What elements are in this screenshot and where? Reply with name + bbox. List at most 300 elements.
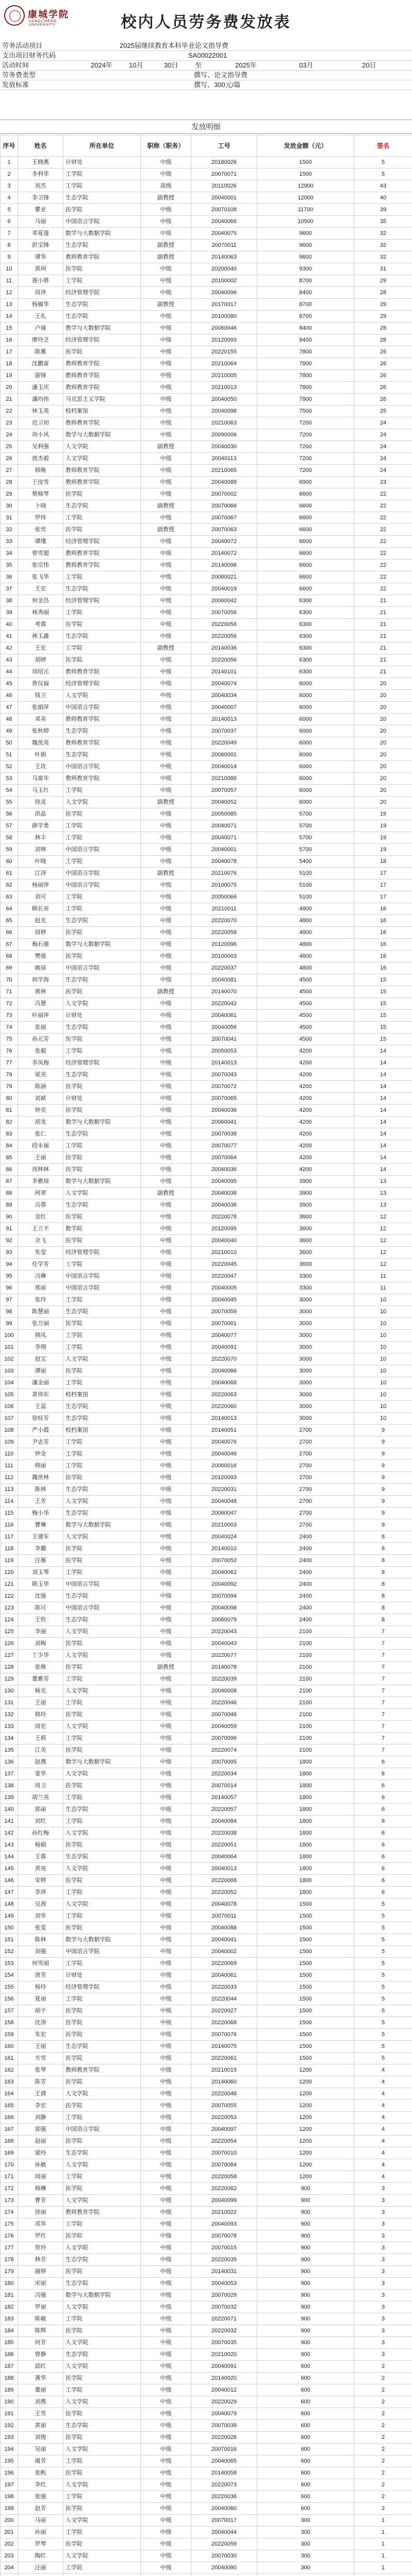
table-row [1, 1270, 412, 1282]
cell-name: 郭强 [18, 2124, 63, 2136]
cell-amount: 1500 [257, 1922, 354, 1934]
cell-title: 中级 [141, 631, 191, 642]
cell-index: 171 [1, 2171, 18, 2183]
cell-unit: 工学院 [63, 1887, 141, 1899]
cell-amount: 2700 [257, 1472, 354, 1484]
cell-staff-id: 20060042 [191, 595, 257, 607]
cell-unit: 医学院 [63, 1318, 141, 1330]
cell-unit: 中国语言学院 [63, 2124, 141, 2136]
cell-name: 张雪 [18, 524, 63, 536]
table-row [1, 2467, 412, 2479]
cell-index: 117 [1, 1531, 18, 1543]
table-row [1, 358, 412, 370]
cell-title: 中级 [141, 358, 191, 370]
cell-title: 中级 [141, 2301, 191, 2313]
cell-staff-id: 20070063 [191, 524, 257, 536]
cell-index: 26 [1, 453, 18, 465]
cell-index: 60 [1, 856, 18, 868]
cell-amount: 6300 [257, 642, 354, 654]
table-row [1, 2207, 412, 2218]
cell-amount: 8400 [257, 323, 354, 334]
cell-staff-id: 20040064 [191, 1851, 257, 1863]
cell-signature: 14 [354, 1128, 412, 1140]
cell-title: 中级 [141, 157, 191, 168]
cell-name: 梁美 [18, 1069, 63, 1081]
cell-index: 58 [1, 832, 18, 844]
cell-signature: 16 [354, 903, 412, 915]
table-row [1, 1519, 412, 1531]
table-row [1, 370, 412, 382]
cell-staff-id: 20040052 [191, 796, 257, 808]
cell-signature: 11 [354, 1270, 412, 1282]
cell-index: 40 [1, 619, 18, 631]
cell-amount: 900 [257, 2313, 354, 2325]
cell-title: 中级 [141, 477, 191, 488]
cell-signature: 22 [354, 524, 412, 536]
cell-staff-id: 20040071 [191, 832, 257, 844]
cell-signature: 9 [354, 1519, 412, 1531]
cell-name: 周萍 [18, 287, 63, 299]
cell-amount: 2400 [257, 1567, 354, 1579]
cell-index: 166 [1, 2112, 18, 2124]
cell-index: 11 [1, 275, 18, 287]
col-header-name: 姓名 [18, 135, 63, 157]
cell-index: 158 [1, 2017, 18, 2029]
cell-title: 中级 [141, 488, 191, 500]
table-row [1, 856, 412, 868]
cell-title: 中级 [141, 1199, 191, 1211]
cell-staff-id: 20070067 [191, 512, 257, 524]
cell-name: 王丽 [18, 2041, 63, 2053]
cell-title: 中级 [141, 1875, 191, 1887]
table-row [1, 1247, 412, 1259]
cell-name: 李宏 [18, 2100, 63, 2112]
table-row [1, 868, 412, 879]
cell-name: 刘燕 [18, 2396, 63, 2408]
table-row [1, 2100, 412, 2112]
cell-name: 邱红 [18, 2361, 63, 2372]
cell-index: 145 [1, 1863, 18, 1875]
cell-index: 169 [1, 2147, 18, 2159]
cell-staff-id: 20220048 [191, 2088, 257, 2100]
cell-amount: 2700 [257, 1448, 354, 1460]
cell-signature: 24 [354, 465, 412, 477]
cell-signature: 6 [354, 1780, 412, 1792]
table-row [1, 796, 412, 808]
cell-signature: 3 [354, 2337, 412, 2349]
cell-unit: 医学院 [63, 2029, 141, 2041]
cell-unit: 生态学院 [63, 2349, 141, 2361]
cell-name: 宋婷 [18, 1875, 63, 1887]
cell-name: 胡龙 [18, 1116, 63, 1128]
cell-name: 罗琴 [18, 2538, 63, 2550]
cell-amount: 6000 [257, 796, 354, 808]
cell-unit: 教师教育学院 [63, 358, 141, 370]
cell-index: 90 [1, 1211, 18, 1223]
cell-signature: 5 [354, 2029, 412, 2041]
cell-name: 陶红 [18, 2550, 63, 2562]
cell-title: 中级 [141, 749, 191, 761]
cell-amount: 900 [257, 2266, 354, 2278]
cell-unit: 生态学院 [63, 974, 141, 986]
cell-staff-id: 20040065 [191, 2455, 257, 2467]
cell-signature: 21 [354, 607, 412, 619]
cell-amount: 600 [257, 2491, 354, 2503]
cell-title: 中级 [141, 1970, 191, 1981]
table-row [1, 2444, 412, 2455]
cell-staff-id: 20100075 [191, 879, 257, 891]
cell-name: 李萍 [18, 1887, 63, 1899]
cell-name: 杨玲 [18, 1981, 63, 1993]
date-separator: 至 [195, 61, 202, 69]
cell-amount: 4800 [257, 939, 354, 951]
cell-amount: 1500 [257, 2029, 354, 2041]
cell-title: 中级 [141, 951, 191, 962]
cell-unit: 工学院 [63, 2491, 141, 2503]
cell-unit: 教师教育学院 [63, 477, 141, 488]
cell-unit: 数学与大数据学院 [63, 939, 141, 951]
cell-name: 江泽 [18, 868, 63, 879]
cell-signature: 21 [354, 642, 412, 654]
table-row [1, 1176, 412, 1188]
cell-name: 陈玉华 [18, 1579, 63, 1590]
cell-staff-id: 20040066 [191, 1365, 257, 1377]
cell-index: 144 [1, 1851, 18, 1863]
table-row [1, 2432, 412, 2444]
cell-title: 中级 [141, 1590, 191, 1602]
cell-title: 中级 [141, 1792, 191, 1804]
cell-staff-id: 20070094 [191, 1590, 257, 1602]
cell-unit: 生态学院 [63, 1199, 141, 1211]
cell-staff-id: 20070095 [191, 1756, 257, 1768]
cell-amount: 300 [257, 2538, 354, 2550]
cell-unit: 医学院 [63, 2136, 141, 2147]
cell-signature: 39 [354, 204, 412, 216]
cell-unit: 工学院 [63, 891, 141, 903]
cell-amount: 300 [257, 2515, 354, 2527]
table-row [1, 1105, 412, 1116]
cell-staff-id: 20070046 [191, 1709, 257, 1721]
logo-name: 康城学院 [28, 9, 69, 20]
table-row [1, 1839, 412, 1851]
cell-amount: 3000 [257, 1342, 354, 1353]
cell-title: 中级 [141, 2041, 191, 2053]
cell-title: 中级 [141, 2112, 191, 2124]
cell-index: 87 [1, 1176, 18, 1188]
cell-amount: 3300 [257, 1282, 354, 1294]
cell-signature: 19 [354, 820, 412, 832]
cell-index: 159 [1, 2029, 18, 2041]
cell-title: 中级 [141, 1531, 191, 1543]
table-row [1, 2515, 412, 2527]
cell-index: 173 [1, 2195, 18, 2207]
cell-name: 王芳 [18, 1496, 63, 1507]
cell-name: 林秀丽 [18, 607, 63, 619]
cell-title: 中级 [141, 1555, 191, 1567]
table-row [1, 1946, 412, 1958]
cell-staff-id: 20170017 [191, 299, 257, 311]
cell-index: 132 [1, 1709, 18, 1721]
cell-index: 183 [1, 2313, 18, 2325]
start-year: 2024年 [91, 61, 112, 69]
cell-title: 中级 [141, 1981, 191, 1993]
cell-amount: 9600 [257, 251, 354, 263]
cell-amount: 600 [257, 2372, 354, 2384]
cell-index: 137 [1, 1768, 18, 1780]
cell-unit: 中国语言学院 [63, 962, 141, 974]
cell-title: 中级 [141, 2207, 191, 2218]
cell-name: 董丽 [18, 2384, 63, 2396]
cell-signature: 15 [354, 1033, 412, 1045]
cell-unit: 生态学院 [63, 583, 141, 595]
table-row [1, 654, 412, 666]
cell-amount: 600 [257, 2384, 354, 2396]
cell-signature: 14 [354, 1164, 412, 1176]
cell-name: 马丽 [18, 216, 63, 228]
cell-index: 88 [1, 1188, 18, 1199]
cell-amount: 1500 [257, 1981, 354, 1993]
cell-unit: 人文学院 [63, 2088, 141, 2100]
cell-signature: 9 [354, 1448, 412, 1460]
cell-staff-id: 20220042 [191, 998, 257, 1010]
cell-staff-id: 20040072 [191, 536, 257, 548]
cell-signature: 17 [354, 879, 412, 891]
cell-index: 50 [1, 737, 18, 749]
cell-name: 吴丽 [18, 2444, 63, 2455]
cell-unit: 生态学院 [63, 915, 141, 927]
cell-unit: 工学院 [63, 1697, 141, 1709]
cell-index: 147 [1, 1887, 18, 1899]
cell-unit: 医学院 [63, 2100, 141, 2112]
cell-index: 108 [1, 1425, 18, 1436]
cell-index: 103 [1, 1365, 18, 1377]
cell-name: 杨丽萍 [18, 879, 63, 891]
cell-staff-id: 20070052 [191, 1555, 257, 1567]
cell-amount: 2400 [257, 1590, 354, 1602]
cell-amount: 6000 [257, 702, 354, 714]
cell-signature: 6 [354, 1768, 412, 1780]
cell-index: 59 [1, 844, 18, 856]
cell-name: 王钦 [18, 1614, 63, 1626]
cell-index: 48 [1, 714, 18, 725]
cell-unit: 生态学院 [63, 1069, 141, 1081]
cell-name: 刘斌 [18, 1093, 63, 1105]
cell-amount: 4200 [257, 1116, 354, 1128]
cell-name: 薛学勇 [18, 820, 63, 832]
cell-signature: 5 [354, 1946, 412, 1958]
cell-title: 中级 [141, 998, 191, 1010]
table-row [1, 251, 412, 263]
cell-name: 徐丽 [18, 2207, 63, 2218]
cell-title: 中级 [141, 2017, 191, 2029]
cell-title: 副教授 [141, 500, 191, 512]
cell-staff-id: 20060016 [191, 1460, 257, 1472]
cell-name: 陈林 [18, 1934, 63, 1946]
cell-amount: 2700 [257, 1460, 354, 1472]
cell-amount: 900 [257, 2230, 354, 2242]
cell-signature: 10 [354, 1306, 412, 1318]
table-row [1, 2159, 412, 2171]
cell-title: 中级 [141, 1105, 191, 1116]
cell-index: 139 [1, 1792, 18, 1804]
table-row [1, 1401, 412, 1413]
cell-index: 172 [1, 2183, 18, 2195]
table-row [1, 939, 412, 951]
cell-title: 中级 [141, 1152, 191, 1164]
cell-title: 副教授 [141, 251, 191, 263]
cell-signature: 1 [354, 2538, 412, 2550]
cell-title: 中级 [141, 1626, 191, 1638]
cell-unit: 数学与大数据学院 [63, 1176, 141, 1188]
table-row [1, 1353, 412, 1365]
cell-unit: 数学与大数据学院 [63, 429, 141, 441]
table-row [1, 1425, 412, 1436]
cell-staff-id: 20040061 [191, 1010, 257, 1022]
cell-amount: 2100 [257, 1709, 354, 1721]
cell-amount: 4200 [257, 1140, 354, 1152]
cell-signature: 21 [354, 619, 412, 631]
cell-title: 中级 [141, 1270, 191, 1282]
cell-signature: 3 [354, 2230, 412, 2242]
cell-staff-id: 20070055 [191, 2100, 257, 2112]
cell-unit: 工学院 [63, 642, 141, 654]
cell-title: 中级 [141, 2384, 191, 2396]
cell-staff-id: 20070016 [191, 2444, 257, 2455]
cell-amount: 4800 [257, 903, 354, 915]
table-row [1, 1602, 412, 1614]
cell-amount: 12000 [257, 192, 354, 204]
cell-staff-id: 20040062 [191, 1567, 257, 1579]
cell-staff-id: 20040059 [191, 1721, 257, 1733]
cell-index: 69 [1, 962, 18, 974]
cell-signature: 2 [354, 2479, 412, 2491]
cell-index: 189 [1, 2384, 18, 2396]
cell-signature: 3 [354, 2325, 412, 2337]
cell-unit: 校档案馆 [63, 1425, 141, 1436]
cell-staff-id: 20140098 [191, 560, 257, 571]
type-label: 劳务费类型 [2, 71, 36, 79]
cell-amount: 8400 [257, 287, 354, 299]
cell-unit: 中国语言学院 [63, 761, 141, 773]
cell-staff-id: 20070076 [191, 2029, 257, 2041]
cell-staff-id: 20070057 [191, 785, 257, 796]
cell-staff-id: 20040096 [191, 287, 257, 299]
cell-name: 刘俊 [18, 2432, 63, 2444]
cell-signature: 10 [354, 1401, 412, 1413]
cell-title: 中级 [141, 844, 191, 856]
cell-amount: 1800 [257, 1887, 354, 1899]
cell-name: 叶晓 [18, 856, 63, 868]
cell-title: 中级 [141, 773, 191, 785]
table-row [1, 1069, 412, 1081]
cell-unit: 经济管理学院 [63, 1247, 141, 1259]
cell-unit: 人文学院 [63, 2479, 141, 2491]
cell-signature: 6 [354, 1851, 412, 1863]
cell-unit: 生态学院 [63, 1306, 141, 1318]
cell-index: 10 [1, 263, 18, 275]
cell-index: 15 [1, 323, 18, 334]
cell-unit: 数学与大数据学院 [63, 1934, 141, 1946]
cell-name: 陈翼 [18, 346, 63, 358]
cell-staff-id: 20140051 [191, 1425, 257, 1436]
cell-title: 中级 [141, 1496, 191, 1507]
cell-title: 中级 [141, 2361, 191, 2372]
cell-signature: 2 [354, 2361, 412, 2372]
cell-staff-id: 20210011 [191, 903, 257, 915]
cell-title: 中级 [141, 939, 191, 951]
cell-name: 魏世林 [18, 1472, 63, 1484]
cell-index: 63 [1, 891, 18, 903]
cell-title: 中级 [141, 1472, 191, 1484]
cell-signature: 4 [354, 2136, 412, 2147]
cell-title: 中级 [141, 619, 191, 631]
cell-staff-id: 20210065 [191, 465, 257, 477]
cell-unit: 医学院 [63, 1152, 141, 1164]
cell-index: 104 [1, 1377, 18, 1389]
standard-value: 撰写、300元/篇 [194, 81, 241, 89]
table-row [1, 1792, 412, 1804]
cell-signature: 1 [354, 2550, 412, 2562]
cell-title: 副教授 [141, 986, 191, 998]
cell-unit: 教师教育学院 [63, 560, 141, 571]
cell-name: 王蓉 [18, 1851, 63, 1863]
cell-signature: 7 [354, 1650, 412, 1662]
cell-staff-id: 20210086 [191, 773, 257, 785]
cell-unit: 工学院 [63, 2313, 141, 2325]
cell-title: 中级 [141, 595, 191, 607]
cell-name: 冯慧 [18, 998, 63, 1010]
cell-title: 中级 [141, 1614, 191, 1626]
cell-name: 韩玲 [18, 1709, 63, 1721]
cell-unit: 工学院 [63, 1259, 141, 1270]
cell-signature: 19 [354, 844, 412, 856]
cell-index: 25 [1, 441, 18, 453]
cell-signature: 2 [354, 2444, 412, 2455]
cell-staff-id: 20070035 [191, 2337, 257, 2349]
cell-index: 13 [1, 299, 18, 311]
cell-staff-id: 20070011 [191, 240, 257, 251]
cell-signature: 3 [354, 2290, 412, 2301]
table-row [1, 1294, 412, 1306]
cell-name: 陈敏 [18, 2313, 63, 2325]
table-row [1, 571, 412, 583]
cell-staff-id: 20140057 [191, 1792, 257, 1804]
cell-name: 王礼 [18, 311, 63, 323]
cell-staff-id: 20040012 [191, 2384, 257, 2396]
table-row [1, 394, 412, 405]
cell-index: 122 [1, 1590, 18, 1602]
cell-title: 中级 [141, 1567, 191, 1579]
cell-index: 45 [1, 678, 18, 690]
cell-staff-id: 20220059 [191, 2538, 257, 2550]
cell-name: 张焕 [18, 1662, 63, 1673]
cell-unit: 医学院 [63, 2538, 141, 2550]
table-row [1, 974, 412, 986]
cell-unit: 生态学院 [63, 725, 141, 737]
cell-title: 中级 [141, 678, 191, 690]
cell-amount: 1200 [257, 2076, 354, 2088]
cell-staff-id: 20220053 [191, 2112, 257, 2124]
cell-amount: 2400 [257, 1579, 354, 1590]
cell-amount: 7200 [257, 465, 354, 477]
cell-signature: 20 [354, 737, 412, 749]
cell-signature: 6 [354, 1875, 412, 1887]
cell-name: 张飞华 [18, 571, 63, 583]
cell-staff-id: 20220029 [191, 2396, 257, 2408]
cell-name: 梅小华 [18, 1507, 63, 1519]
cell-unit: 工学院 [63, 571, 141, 583]
cell-amount: 3300 [257, 1270, 354, 1282]
